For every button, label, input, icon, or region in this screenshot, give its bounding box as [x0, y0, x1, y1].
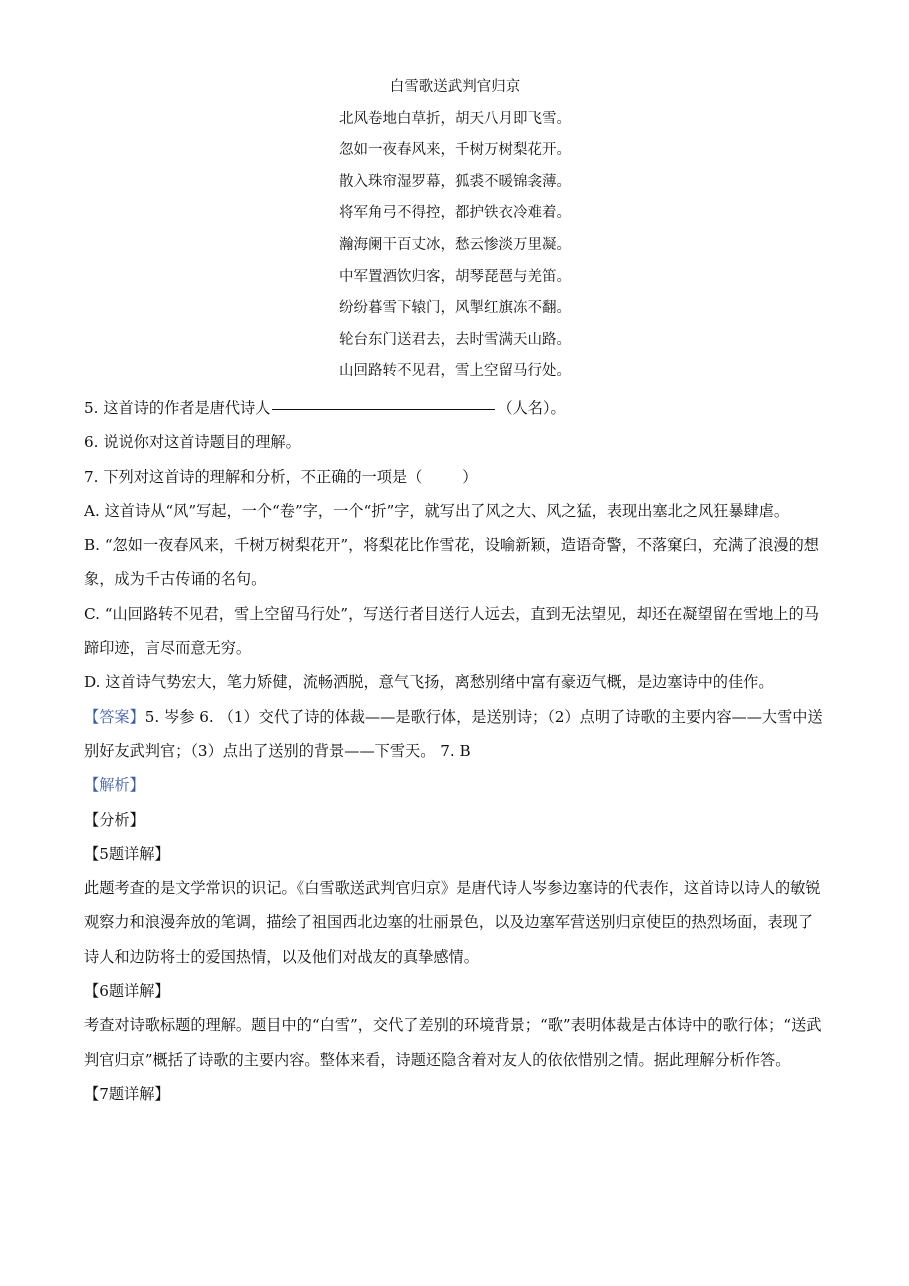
poem-line: 纷纷暮雪下辕门，风掣红旗冻不翻。 [339, 300, 571, 317]
poem-block [250, 72, 660, 388]
analysis-label: 【解析】 [84, 776, 145, 795]
poem-line: 山回路转不见君，雪上空留马行处。 [339, 363, 571, 380]
answer-label: 【答案】 [84, 707, 145, 726]
poem-line: 忽如一夜春风来，千树万树梨花开。 [339, 142, 571, 159]
option-c: C. “山回路转不见君，雪上空留马行处”，写送行者目送行人远去，直到无法望见，却还在凝望留在雪地上的马蹄印迹，言尽而意无穷。 [84, 604, 819, 658]
option-a: A. 这首诗从“风”写起，一个“卷”字，一个“折”字，就写出了风之大、风之猛，表现出塞北之风狂暴肆虐。 [84, 501, 790, 520]
question-5: 5. 这首诗的作者是唐代诗人 （人名）。 [84, 399, 566, 417]
q5-detail-head: 【5题详解】 [84, 844, 170, 863]
answer-text: 5. 岑参 6. （1）交代了诗的体裁——是歌行体，是送别诗；（2）点明了诗歌的主要内容——大雪中送别好友武判官；（3）点出了送别的背景——下雪天。 7. B [84, 707, 823, 760]
analysis-fenxi: 【分析】 [84, 810, 145, 829]
poem-line: 北风卷地白草折，胡天八月即飞雪。 [339, 110, 571, 127]
poem-line: 将军角弓不得控，都护铁衣冷难着。 [339, 205, 571, 222]
q5-detail-text: 此题考查的是文学常识的识记。《白雪歌送武判官归京》是唐代诗人岑参边塞诗的代表作，这首诗以诗人的敏锐观察力和浪漫奔放的笔调，描绘了祖国西北边塞的壮丽景色，以及边塞军营送别归京使臣的热烈场面，表现了诗人和边防将士的爱国热情，以及他们对战友的真挚感情。 [84, 879, 821, 966]
question-6: 6. 说说你对这首诗题目的理解。 [84, 433, 301, 452]
answer-line [84, 700, 826, 769]
question-7: 7. 下列对这首诗的理解和分析，不正确的一项是（ ） [84, 467, 478, 486]
option-d: D. 这首诗气势宏大，笔力矫健，流畅洒脱，意气飞扬，离愁别绪中富有豪迈气概，是边塞诗中的佳作。 [84, 673, 774, 692]
answer-blank[interactable] [272, 408, 495, 410]
option-b: B. “忽如一夜春风来，千树万树梨花开”，将梨花比作雪花，设喻新颖，造语奇警，不落窠臼，充满了浪漫的想象，成为千古传诵的名句。 [84, 536, 819, 589]
poem-title: 白雪歌送武判官归京 [389, 79, 521, 95]
questions-and-answers [84, 391, 826, 1111]
poem-line: 瀚海阑干百丈冰，愁云惨淡万里凝。 [339, 236, 571, 253]
q6-detail-text: 考查对诗歌标题的理解。题目中的“白雪”，交代了差别的环境背景；“歌”表明体裁是古体诗中的歌行体；“送武判官归京”概括了诗歌的主要内容。整体来看，诗题还隐含着对友人的依依惜别之情。据此理解分析作答。 [84, 1016, 822, 1069]
q7-detail-head: 【7题详解】 [84, 1084, 170, 1103]
poem-line: 散入珠帘湿罗幕，狐裘不暖锦衾薄。 [339, 173, 571, 190]
poem-line: 轮台东门送君去，去时雪满天山路。 [339, 331, 571, 348]
poem-line: 中军置酒饮归客，胡琴琵琶与羌笛。 [339, 268, 571, 285]
q6-detail-head: 【6题详解】 [84, 982, 170, 1001]
